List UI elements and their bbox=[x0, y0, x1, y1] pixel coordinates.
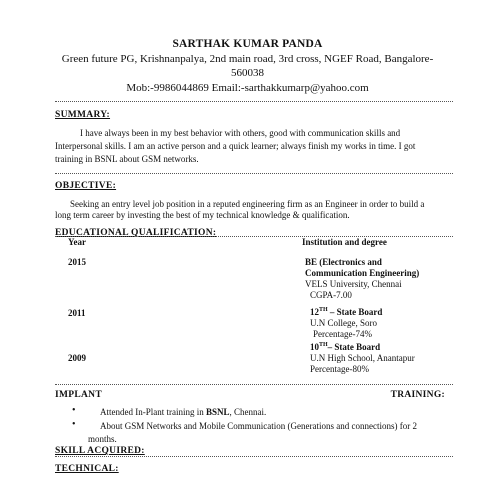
divider bbox=[55, 384, 453, 385]
education-heading: EDUCATIONAL QUALIFICATION: bbox=[55, 228, 217, 238]
edu-year: 2011 bbox=[68, 308, 86, 318]
divider bbox=[55, 173, 453, 174]
col-year-header: Year bbox=[68, 237, 86, 247]
edu-institution: U.N College, Soro bbox=[310, 318, 377, 328]
divider bbox=[55, 101, 453, 102]
address-line-2: 560038 bbox=[231, 67, 264, 79]
edu-degree: Communication Engineering) bbox=[305, 268, 420, 278]
objective-heading: OBJECTIVE: bbox=[55, 181, 117, 191]
summary-line-2: Interpersonal skills. I am an active person and a quick learner; always finish my works in time. I got bbox=[55, 141, 416, 151]
objective-line-1: Seeking an entry level job position in a reputed engineering firm as an Engineer in order to build a bbox=[70, 199, 425, 209]
objective-line-2: long term career by investing the best of my technical knowledge & qualification. bbox=[55, 210, 350, 220]
edu-degree: 10TH– State Board bbox=[310, 342, 381, 352]
technical-heading: TECHNICAL: bbox=[55, 464, 119, 474]
summary-line-1: I have always been in my best behavior with others, good with communication skills and bbox=[80, 128, 401, 138]
summary-heading: SUMMARY: bbox=[55, 110, 111, 120]
bullet-icon: • bbox=[72, 405, 76, 416]
edu-institution: VELS University, Chennai bbox=[305, 279, 402, 289]
training-heading-left: IMPLANT bbox=[55, 390, 102, 400]
col-institution-header: Institution and degree bbox=[302, 237, 387, 247]
edu-degree: BE (Electronics and bbox=[305, 257, 382, 267]
edu-year: 2009 bbox=[68, 353, 86, 363]
edu-score: Percentage-74% bbox=[313, 329, 372, 339]
bullet-icon: • bbox=[72, 419, 76, 430]
resume-name: SARTHAK KUMAR PANDA bbox=[172, 38, 323, 50]
training-item: Attended In-Plant training in BSNL, Chennai. bbox=[100, 407, 267, 417]
contact-line: Mob:-9986044869 Email:-sarthakkumarp@yahoo.com bbox=[126, 82, 369, 94]
training-heading-right: TRAINING: bbox=[390, 390, 445, 400]
edu-degree: 12TH – State Board bbox=[310, 307, 383, 317]
edu-score: Percentage-80% bbox=[310, 364, 369, 374]
training-item: About GSM Networks and Mobile Communication (Generations and connections) for 2 bbox=[100, 421, 417, 431]
address-line-1: Green future PG, Krishnanpalya, 2nd main road, 3rd cross, NGEF Road, Bangalore- bbox=[61, 53, 434, 65]
edu-year: 2015 bbox=[68, 257, 86, 267]
divider bbox=[55, 456, 453, 457]
divider bbox=[55, 236, 453, 237]
training-item-cont: months. bbox=[88, 434, 117, 444]
edu-institution: U.N High School, Anantapur bbox=[310, 353, 415, 363]
skills-heading: SKILL ACQUIRED: bbox=[55, 446, 145, 456]
edu-score: CGPA-7.00 bbox=[310, 290, 352, 300]
summary-line-3: training in BSNL about GSM networks. bbox=[55, 154, 199, 164]
